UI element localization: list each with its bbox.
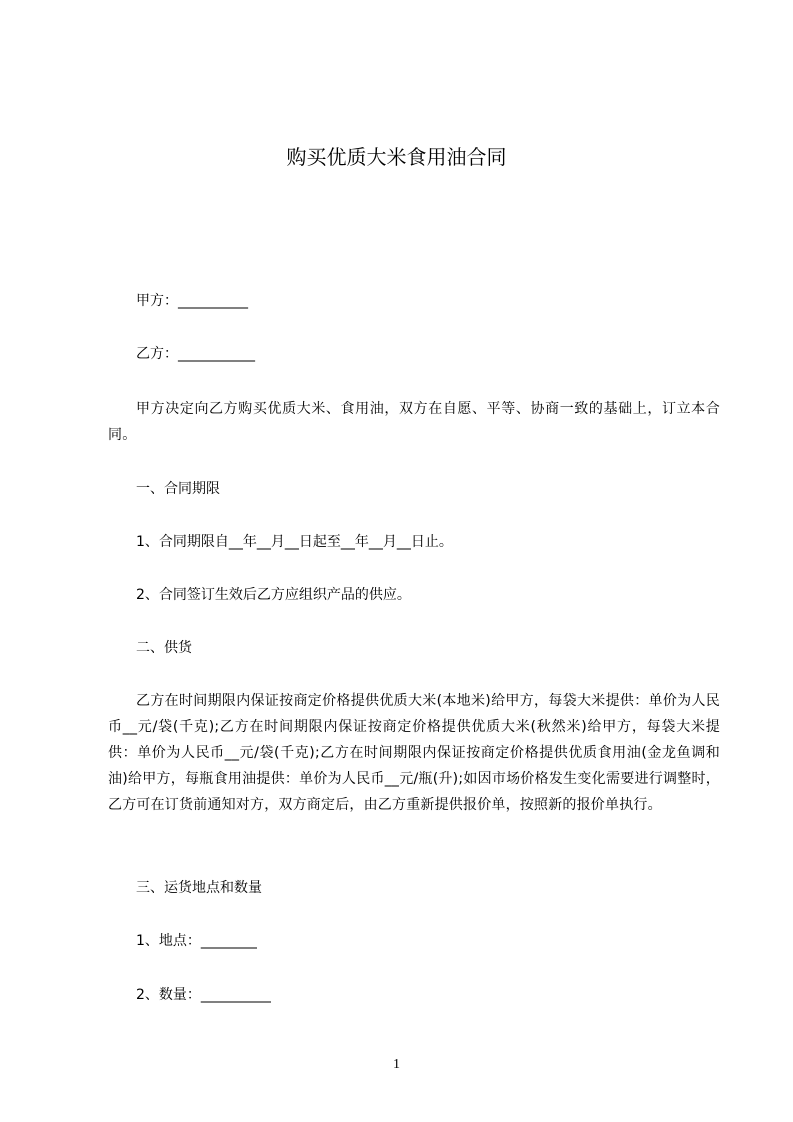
section-1-heading: 一、合同期限 [136,481,220,497]
page-number: 1 [393,1057,400,1072]
intro-paragraph: 甲方决定向乙方购买优质大米、食用油，双方在自愿、平等、协商一致的基础上，订立本合同。 [108,401,720,443]
document-title: 购买优质大米食用油合同 [286,145,507,169]
section-2-heading: 二、供货 [136,640,192,656]
section-3-heading: 三、运货地点和数量 [136,880,262,896]
section-1-item-1: 1、合同期限自__年__月__日起至__年__月__日止。 [136,534,453,550]
section-3-item-2: 2、数量：__________ [136,987,271,1003]
party-a-line: 甲方：__________ [136,293,248,309]
party-b-line: 乙方：___________ [136,346,255,362]
section-2-body: 乙方在时间期限内保证按商定价格提供优质大米(本地米)给甲方，每袋大米提供：单价为人民币__元/袋(千克);乙方在时间期限内保证按商定价格提供优质大米(秋然米)给甲方，每袋大米提供：单价为人民币__元/袋(千克);乙方在时间期限内保证按商定价格提供优质食用油(金龙鱼调和油)给甲方，每瓶食用油提供：单价为人民币__元/瓶(升);如因市场价格发生变化需要进行调整时，乙方可在订货前通知对方，双方商定后，由乙方重新提供报价单，按照新的报价单执行。 [108,693,720,813]
section-1-item-2: 2、合同签订生效后乙方应组织产品的供应。 [136,587,411,603]
section-3-item-1: 1、地点：________ [136,933,257,949]
